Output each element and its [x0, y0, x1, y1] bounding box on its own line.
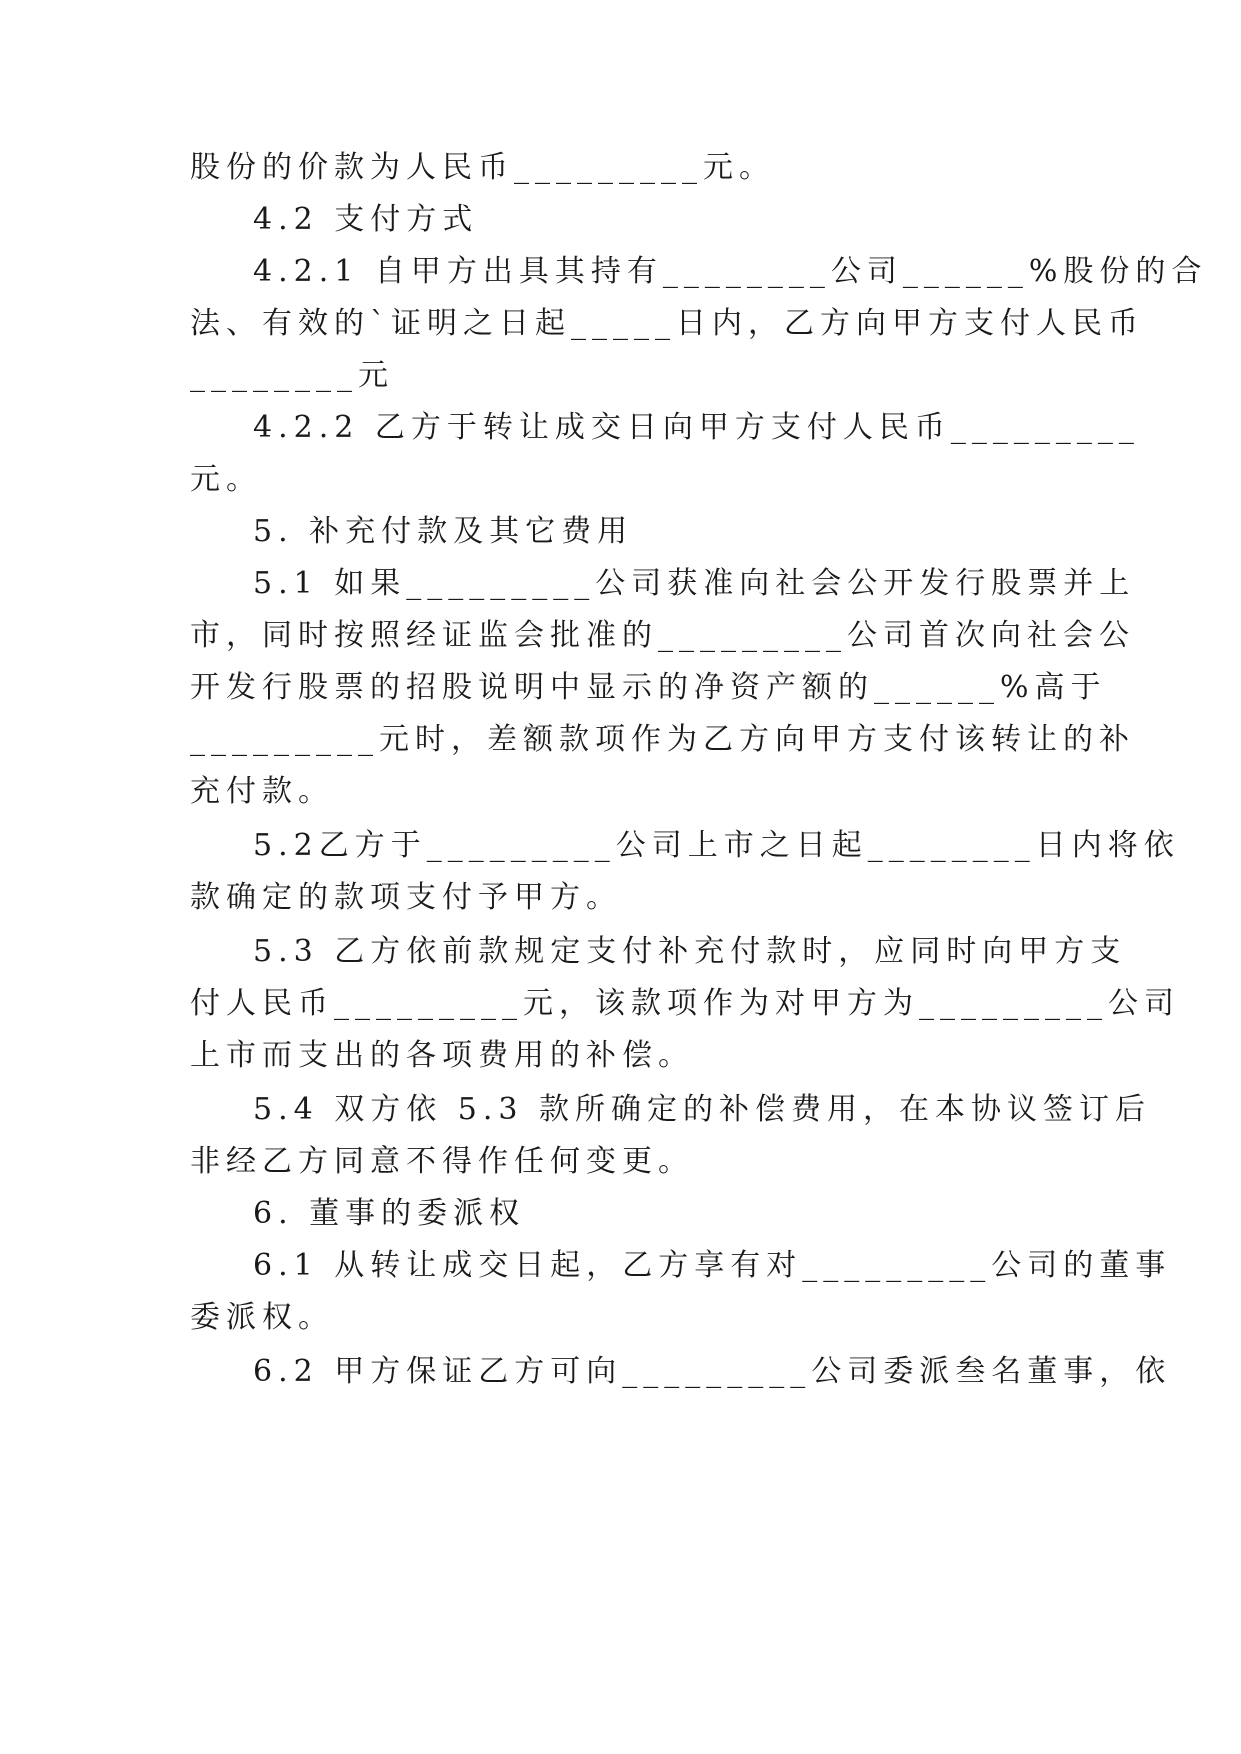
text-line: 5.2乙方于_________公司上市之日起________日内将依 — [253, 828, 1180, 863]
text-line: 上市而支出的各项费用的补偿。 — [190, 1038, 694, 1073]
text-line: 5.3 乙方依前款规定支付补充付款时，应同时向甲方支 — [253, 934, 1127, 969]
text-line: 付人民币_________元，该款项作为对甲方为_________公司 — [190, 986, 1180, 1021]
text-line: 股份的价款为人民币_________元。 — [190, 150, 775, 185]
text-line: 非经乙方同意不得作任何变更。 — [190, 1144, 694, 1179]
text-line: 法、有效的`证明之日起_____日内，乙方向甲方支付人民币 — [190, 306, 1144, 341]
section-heading: 5. 补充付款及其它费用 — [253, 514, 634, 549]
text-line: 6.2 甲方保证乙方可向_________公司委派叁名董事，依 — [253, 1354, 1172, 1389]
text-line: ________元 — [190, 358, 394, 393]
text-line: 市，同时按照经证监会批准的_________公司首次向社会公 — [190, 618, 1135, 653]
section-heading: 6. 董事的委派权 — [253, 1196, 526, 1231]
text-line: 6.1 从转让成交日起，乙方享有对_________公司的董事 — [253, 1248, 1172, 1283]
text-line: _________元时，差额款项作为乙方向甲方支付该转让的补 — [190, 722, 1135, 757]
text-line: 5.4 双方依 5.3 款所确定的补偿费用，在本协议签订后 — [253, 1092, 1152, 1127]
text-line: 4.2.1 自甲方出具其持有________公司______%股份的合 — [253, 254, 1208, 289]
text-line: 4.2.2 乙方于转让成交日向甲方支付人民币_________ — [253, 410, 1140, 445]
text-line: 元。 — [190, 462, 262, 497]
text-line: 充付款。 — [190, 774, 334, 809]
section-heading: 4.2 支付方式 — [253, 202, 479, 237]
text-line: 委派权。 — [190, 1300, 334, 1335]
text-line: 开发行股票的招股说明中显示的净资产额的______%高于 — [190, 670, 1107, 705]
text-line: 5.1 如果_________公司获准向社会公开发行股票并上 — [253, 566, 1136, 601]
text-line: 款确定的款项支付予甲方。 — [190, 880, 622, 915]
